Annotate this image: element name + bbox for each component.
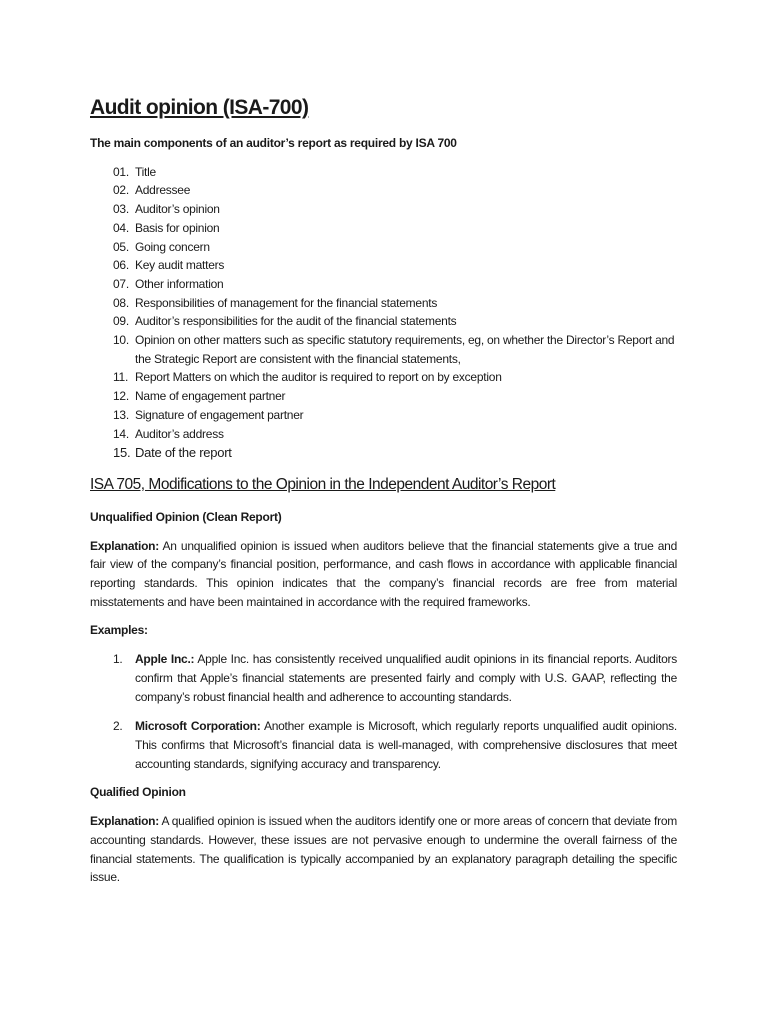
- example-number: 1.: [113, 652, 123, 667]
- component-item: [90, 387, 677, 406]
- explanation-text: An unqualified opinion is issued when auditors believe that the financial statements give a true and fair view of the company’s financial position, performance, and cash flows in accordance with applicable financial reporting standards. This opinion indicates that the company’s financial records are free from material misstatements and have been maintained in accordance with the required frameworks.: [90, 538, 677, 609]
- component-item: [90, 256, 677, 275]
- component-number: 05.: [113, 239, 129, 254]
- explanation-label: Explanation:: [90, 814, 160, 829]
- component-text: Basis for opinion: [135, 220, 220, 235]
- component-text: Date of the report: [135, 445, 232, 461]
- document-page: [90, 0, 677, 887]
- component-item: [90, 181, 677, 200]
- component-item: [90, 406, 677, 425]
- component-item: [90, 331, 677, 368]
- component-number: 15.: [113, 445, 131, 461]
- component-number: 02.: [113, 183, 129, 198]
- example-item: [90, 717, 677, 773]
- components-list: [90, 163, 677, 463]
- component-number: 11.: [113, 370, 129, 385]
- component-text: Report Matters on which the auditor is required to report on by exception: [135, 370, 502, 385]
- component-item: [90, 425, 677, 444]
- component-number: 07.: [113, 276, 129, 291]
- component-number: 04.: [113, 220, 129, 235]
- component-number: 13.: [113, 407, 129, 422]
- component-item: [90, 238, 677, 257]
- component-text: Name of engagement partner: [135, 389, 286, 404]
- explanation-label: Explanation:: [90, 538, 160, 553]
- component-text: Other information: [135, 276, 224, 291]
- subtitle: The main components of an auditor’s report as required by ISA 700: [90, 136, 457, 150]
- example-text: Another example is Microsoft, which regularly reports unqualified audit opinions. This confirms that Microsoft’s financial data is well-managed, with comprehensive disclosures that meet accounting standards, signifying accuracy and transparency.: [135, 719, 678, 771]
- qualified-heading: Qualified Opinion: [90, 785, 186, 800]
- component-item: [90, 200, 677, 219]
- component-number: 12.: [113, 389, 129, 404]
- component-number: 06.: [113, 258, 129, 273]
- example-label: Apple Inc.:: [135, 652, 195, 667]
- component-text: Going concern: [135, 239, 210, 254]
- component-text: Auditor’s responsibilities for the audit of the financial statements: [135, 314, 457, 329]
- example-label: Microsoft Corporation:: [135, 719, 261, 734]
- component-text: Title: [135, 164, 156, 179]
- component-item: [90, 275, 677, 294]
- example-item: [90, 650, 677, 706]
- component-number: 01.: [113, 164, 129, 179]
- document-title: Audit opinion (ISA-700): [90, 96, 309, 119]
- component-text: Opinion on other matters such as specific statutory requirements, eg, on whether the Director’s Report and the Strategic Report are consistent with the financial statements,: [135, 333, 675, 366]
- component-number: 03.: [113, 202, 129, 217]
- unqualified-heading: Unqualified Opinion (Clean Report): [90, 509, 282, 524]
- component-text: Signature of engagement partner: [135, 407, 304, 422]
- component-text: Responsibilities of management for the financial statements: [135, 295, 438, 310]
- component-item: [90, 444, 677, 463]
- example-text: Apple Inc. has consistently received unqualified audit opinions in its financial reports. Auditors confirm that Apple’s financial statements are presented fairly and comply with U.S. GAAP, reflecting the company’s robust financial health and adherence to accounting standards.: [135, 652, 677, 704]
- component-text: Addressee: [135, 183, 191, 198]
- explanation-text: A qualified opinion is issued when the auditors identify one or more areas of concern that deviate from accounting standards. However, these issues are not pervasive enough to undermine the overall fairness of the financial statements. The qualification is typically accompanied by an explanatory paragraph detailing the specific issue.: [90, 814, 677, 885]
- unqualified-explanation: [90, 537, 677, 612]
- component-number: 14.: [113, 426, 129, 441]
- component-text: Key audit matters: [135, 258, 225, 273]
- example-number: 2.: [113, 719, 123, 734]
- component-number: 08.: [113, 295, 129, 310]
- component-text: Auditor’s address: [135, 426, 224, 441]
- component-text: Auditor’s opinion: [135, 202, 220, 217]
- component-item: [90, 163, 677, 182]
- qualified-explanation: [90, 812, 677, 887]
- component-item: [90, 368, 677, 387]
- component-item: [90, 312, 677, 331]
- isa705-heading: ISA 705, Modifications to the Opinion in the Independent Auditor’s Report: [90, 475, 556, 493]
- component-item: [90, 219, 677, 238]
- examples-label: Examples:: [90, 623, 148, 638]
- component-item: [90, 294, 677, 313]
- component-number: 10.: [113, 333, 129, 348]
- component-number: 09.: [113, 314, 129, 329]
